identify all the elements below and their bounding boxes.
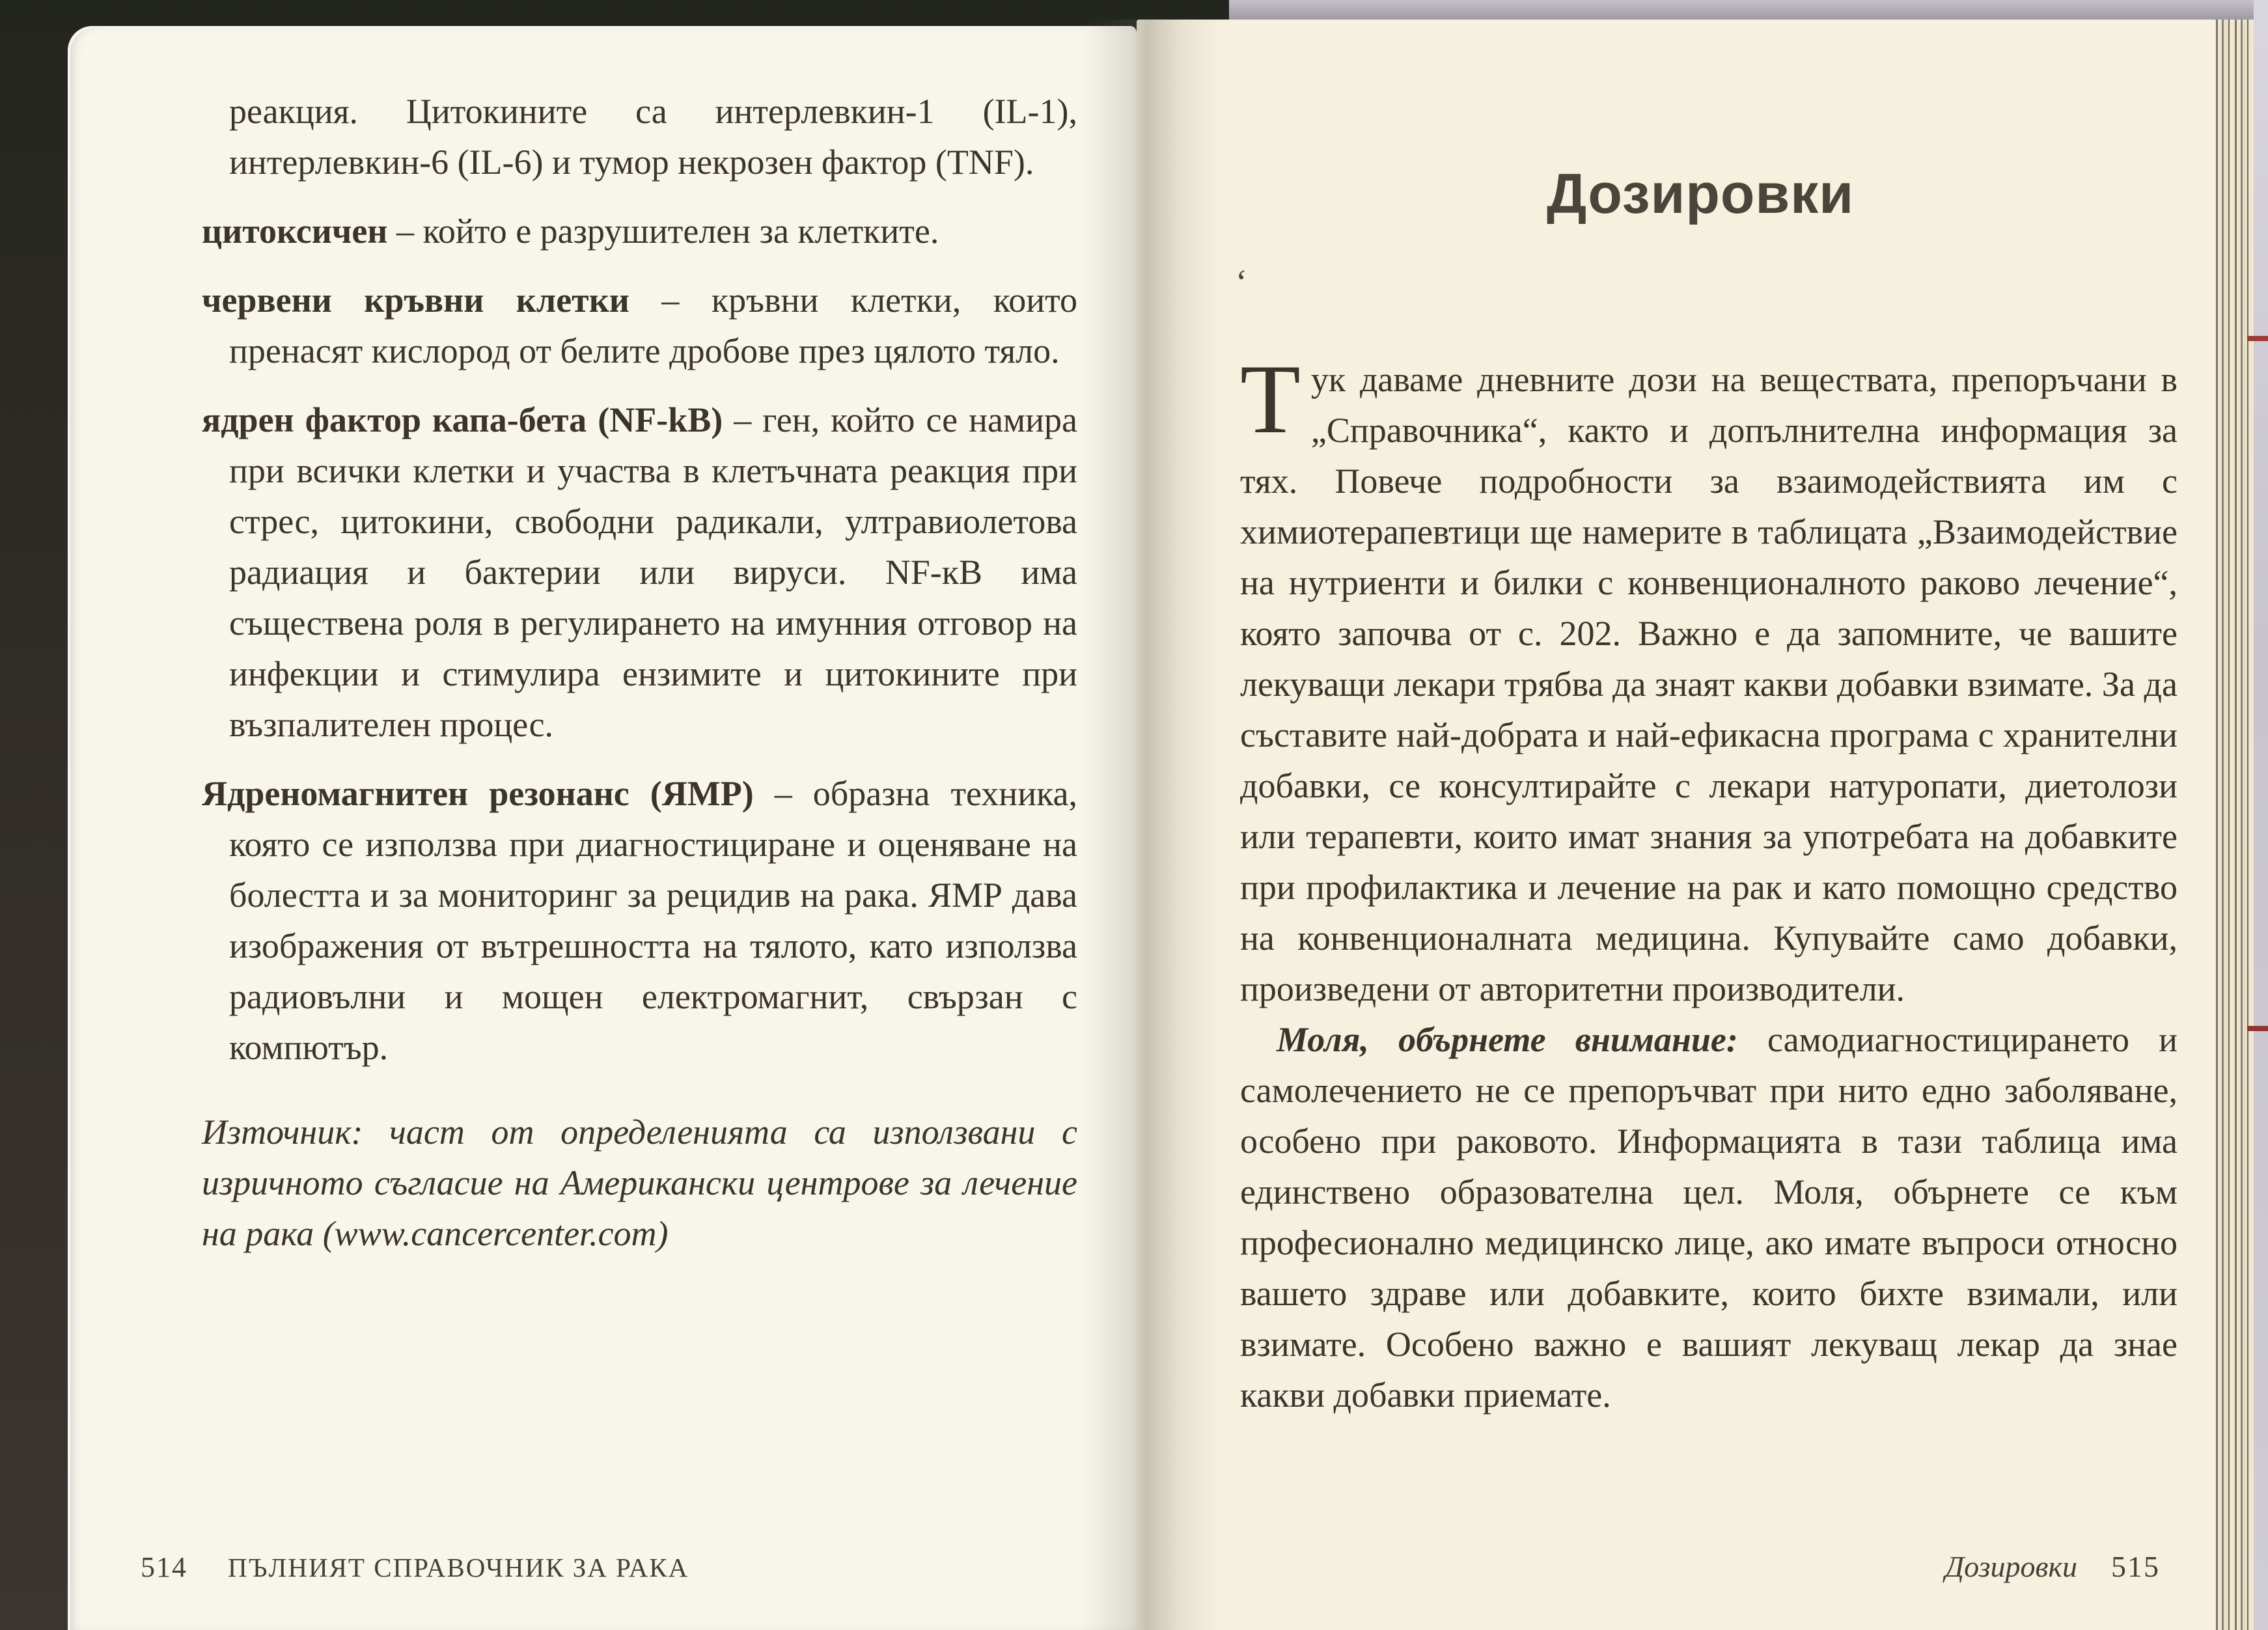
- intro-paragraph: [1240, 344, 2178, 1014]
- chapter-title: Дозировки: [1547, 163, 1855, 225]
- glossary-definition: – кръвни клетки, които пренасят кислород от белите дробове през цялото тяло.: [229, 281, 1077, 370]
- drop-cap: Т: [1240, 344, 1301, 454]
- page-number: 515: [2111, 1550, 2160, 1583]
- left-page: [68, 26, 1137, 1630]
- attention-paragraph-text: самодиагностицирането и самолечението не се препоръчват при нито едно заболяване, особено при раковото. Информацията в тази таблица има единствено образователна цел. Моля, обърнете се към професионално медицинско лице, ако имате въпроси относно вашето здраве или добавките, които бихте взимали, или взимате. Особено важно е вашият лекуващ лекар да знае какви добавки приемате.: [1240, 1020, 2178, 1415]
- page-block-fore-edge: [2216, 20, 2254, 1630]
- intro-paragraph-text: ук даваме дневните дози на веществата, препоръчани в „Справочника“, както и допълнителна информация за тях. Повече подробности за взаимодействията им с химиотерапевтици ще намерите в таблицата „Взаимодействие на нутриенти и билки с конвенционалното раково лечение“, която започва от с. 202. Важно е да запомните, че вашите лекуващи лекари трябва да знаят какви добавки взимате. За да съставите най-добрата и най-ефикасна програма с хранителни добавки, се консултирайте с лекари натуропати, диетолози или терапевти, които имат знания за употребата на добавките при профилактика и лечение на рак и като помощно средство на конвенционалната медицина. Купувайте само добавки, произведени от авторитетни производители.: [1240, 360, 2178, 1008]
- glossary-term: червени кръвни клетки: [202, 281, 629, 320]
- attention-paragraph: [1240, 1014, 2178, 1420]
- left-page-footer: [141, 1551, 689, 1584]
- glossary-definition: – ген, който се намира при всички клетки и участва в клетъчната реакция при стрес, цитокини, свободни радикали, ултравиолетова радиация и бактерии или вируси. NF-кB има съществена роля в регулирането на имунния отговор на инфекции и стимулира ензимите и цитокините при възпалителен процес.: [229, 400, 1077, 744]
- red-edge-line: [2247, 336, 2268, 341]
- page-number: 514: [141, 1551, 187, 1583]
- continuation-paragraph: реакция. Цитокините са интерлевкин-1 (IL-1), интерлевкин-6 (IL-6) и тумор некрозен фактор (TNF).: [229, 92, 1077, 182]
- right-page: [1137, 20, 2216, 1630]
- glossary-term: цитоксичен: [202, 212, 388, 251]
- glossary-definition: – който е разрушителен за клетките.: [396, 212, 939, 251]
- source-note: Източник: част от определенията са използвани с изричното съгласие на Американски центрове за лечение на рака (www.cancercenter.com): [202, 1112, 1077, 1253]
- book-outer-edge: [2254, 0, 2268, 1630]
- right-page-text-block: [1240, 344, 2178, 1420]
- red-edge-line: [2247, 1026, 2268, 1031]
- running-title: Дозировки: [1944, 1550, 2077, 1583]
- glossary-definition: – образна техника, която се използва при диагностициране и оценяване на болестта и за мониторинг за рецидив на рака. ЯМР дава изображения от вътрешността на тялото, като използва радиовълни и мощен електромагнит, свързан с компютър.: [229, 774, 1077, 1067]
- glossary-term: Ядреномагнитен резонанс (ЯМР): [202, 774, 754, 813]
- glossary-term: ядрен фактор капа-бета (NF-kB): [202, 400, 723, 439]
- right-page-footer: [1945, 1549, 2160, 1584]
- glossary-entry: [202, 768, 1077, 1073]
- glossary-entry: [202, 275, 1077, 376]
- stray-scan-mark: ‘: [1236, 262, 1247, 301]
- attention-lead: Моля, обърнете внимание:: [1277, 1020, 1738, 1059]
- glossary-entry: [202, 394, 1077, 750]
- glossary-entry: [202, 206, 1077, 256]
- running-title: ПЪЛНИЯТ СПРАВОЧНИК ЗА РАКА: [228, 1553, 689, 1582]
- left-page-text-block: [202, 86, 1077, 1259]
